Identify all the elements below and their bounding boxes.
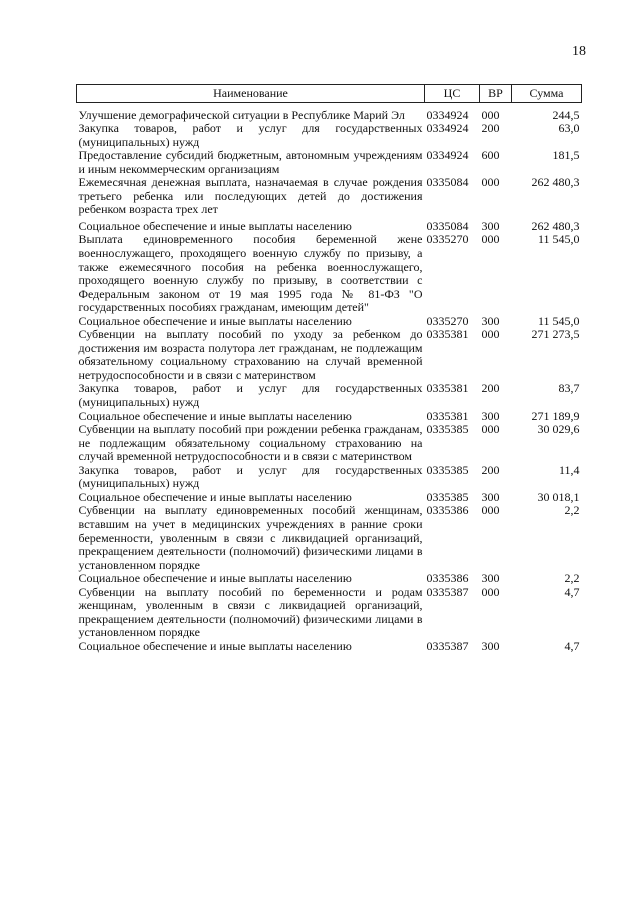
row-sum: 4,7: [564, 584, 580, 599]
row-cs: 0335381: [426, 327, 469, 342]
row-sum: 181,5: [552, 148, 580, 163]
row-name: Социальное обеспечение и иные выплаты населению: [78, 571, 352, 586]
row-name: Закупка товаров, работ и услуг для государственных (муниципальных) нужд: [78, 462, 423, 491]
row-cs: 0335385: [426, 489, 469, 504]
row-name: Субвенции на выплату единовременных пособий женщинам, вставшим на учет в медицинских учреждениях в ранние сроки беременности, уволенным в связи с ликвидацией организаций, прекращением деятельности (полномочий) физическими лицами в установленном порядке: [78, 503, 423, 572]
row-sum: 11 545,0: [537, 232, 580, 247]
row-cs: 0335270: [426, 232, 469, 247]
row-sum: 262 480,3: [531, 218, 580, 233]
row-name: Предоставление субсидий бюджетным, автономным учреждениям и иным некоммерческим организациям: [78, 148, 423, 176]
row-sum: 271 189,9: [531, 408, 580, 423]
row-sum: 30 018,1: [537, 489, 580, 504]
table-row: [77, 572, 582, 586]
table-row: [77, 122, 582, 149]
row-name: Улучшение демографической ситуации в Республике Марий Эл: [78, 107, 405, 122]
row-name: Закупка товаров, работ и услуг для государственных (муниципальных) нужд: [78, 381, 423, 410]
table-row: [77, 102, 582, 122]
table-row: [77, 176, 582, 217]
row-sum: 30 029,6: [537, 422, 580, 437]
row-name: Субвенции на выплату пособий по беременности и родам женщинам, уволенным в связи с ликвидацией организаций, прекращением деятельности (полномочий) физическими лицами в установленном порядке: [78, 584, 423, 640]
table-row: [77, 328, 582, 382]
row-vr: 300: [481, 571, 500, 586]
row-vr: 200: [481, 121, 500, 136]
row-sum: 244,5: [552, 107, 580, 122]
header-name: Наименование: [77, 85, 425, 103]
row-name: Социальное обеспечение и иные выплаты населению: [78, 408, 352, 423]
table-row: [77, 586, 582, 640]
row-vr: 000: [481, 584, 500, 599]
row-vr: 000: [481, 175, 500, 190]
table-row: [77, 640, 582, 654]
header-vr: ВР: [480, 85, 512, 103]
row-vr: 300: [481, 638, 500, 653]
row-cs: 0335387: [426, 584, 469, 599]
row-vr: 300: [481, 313, 500, 328]
table-row: [77, 464, 582, 491]
budget-table: [76, 84, 582, 653]
row-sum: 83,7: [558, 381, 580, 396]
table-row: [77, 233, 582, 314]
row-name: Ежемесячная денежная выплата, назначаемая в случае рождения третьего ребенка или последующих детей до достижения ребенком возраста трех лет: [78, 175, 423, 217]
row-vr: 200: [481, 381, 500, 396]
row-vr: 000: [481, 503, 500, 518]
row-name: Закупка товаров, работ и услуг для государственных (муниципальных) нужд: [78, 121, 423, 149]
row-cs: 0335385: [426, 462, 469, 477]
table-row: [77, 315, 582, 329]
row-name: Субвенции на выплату пособий при рождении ребенка гражданам, не подлежащим обязательному социальному страхованию на случай временной нетрудоспособности и в связи с материнством: [78, 422, 423, 464]
row-sum: 4,7: [564, 638, 580, 653]
row-cs: 0335381: [426, 381, 469, 396]
row-name: Социальное обеспечение и иные выплаты населению: [78, 489, 352, 504]
table-row: [77, 491, 582, 505]
row-vr: 300: [481, 218, 500, 233]
row-vr: 600: [481, 148, 500, 163]
row-name: Субвенции на выплату пособий по уходу за ребенком до достижения им возраста полутора лет гражданам, не подлежащим обязательному социальному страхованию на случай временной нетрудоспособности и в связи с материнством: [78, 327, 423, 382]
row-cs: 0335381: [426, 408, 469, 423]
row-sum: 11 545,0: [537, 313, 580, 328]
row-vr: 000: [481, 107, 500, 122]
row-cs: 0335084: [426, 175, 469, 190]
row-cs: 0335387: [426, 638, 469, 653]
table-row: [77, 149, 582, 176]
row-cs: 0335084: [426, 218, 469, 233]
row-sum: 271 273,5: [531, 327, 580, 342]
table-body: [77, 102, 582, 653]
row-name: Социальное обеспечение и иные выплаты населению: [78, 218, 352, 233]
row-cs: 0335386: [426, 503, 469, 518]
page-number: 18: [572, 44, 586, 59]
row-vr: 200: [481, 462, 500, 477]
table-row: [77, 423, 582, 464]
row-vr: 300: [481, 489, 500, 504]
row-sum: 2,2: [564, 503, 580, 518]
row-cs: 0335386: [426, 571, 469, 586]
row-vr: 000: [481, 327, 500, 342]
table-header: [77, 85, 582, 103]
row-sum: 63,0: [558, 121, 580, 136]
row-sum: 262 480,3: [531, 175, 580, 190]
row-vr: 300: [481, 408, 500, 423]
header-sum: Сумма: [512, 85, 582, 103]
row-cs: 0334924: [426, 121, 469, 136]
row-cs: 0334924: [426, 148, 469, 163]
table-row: [77, 410, 582, 424]
row-cs: 0334924: [426, 107, 469, 122]
row-name: Социальное обеспечение и иные выплаты населению: [78, 638, 352, 653]
row-cs: 0335385: [426, 422, 469, 437]
row-name: Социальное обеспечение и иные выплаты населению: [78, 313, 352, 328]
table-row: [77, 504, 582, 572]
row-sum: 2,2: [564, 571, 580, 586]
row-name: Выплата единовременного пособия беременной жене военнослужащего, проходящего военную службу по призыву, а также ежемесячного пособия на ребенка военнослужащего, проходящего военную службу по призыву, в соответствии с Федеральным законом от 19 мая 1995 года № 81-ФЗ "О государственных пособиях гражданам, имеющим детей": [78, 232, 423, 315]
row-vr: 000: [481, 232, 500, 247]
header-row: [77, 85, 582, 103]
row-sum: 11,4: [558, 462, 580, 477]
table-row: [77, 217, 582, 234]
row-cs: 0335270: [426, 313, 469, 328]
header-cs: ЦС: [425, 85, 480, 103]
table-row: [77, 382, 582, 409]
row-vr: 000: [481, 422, 500, 437]
